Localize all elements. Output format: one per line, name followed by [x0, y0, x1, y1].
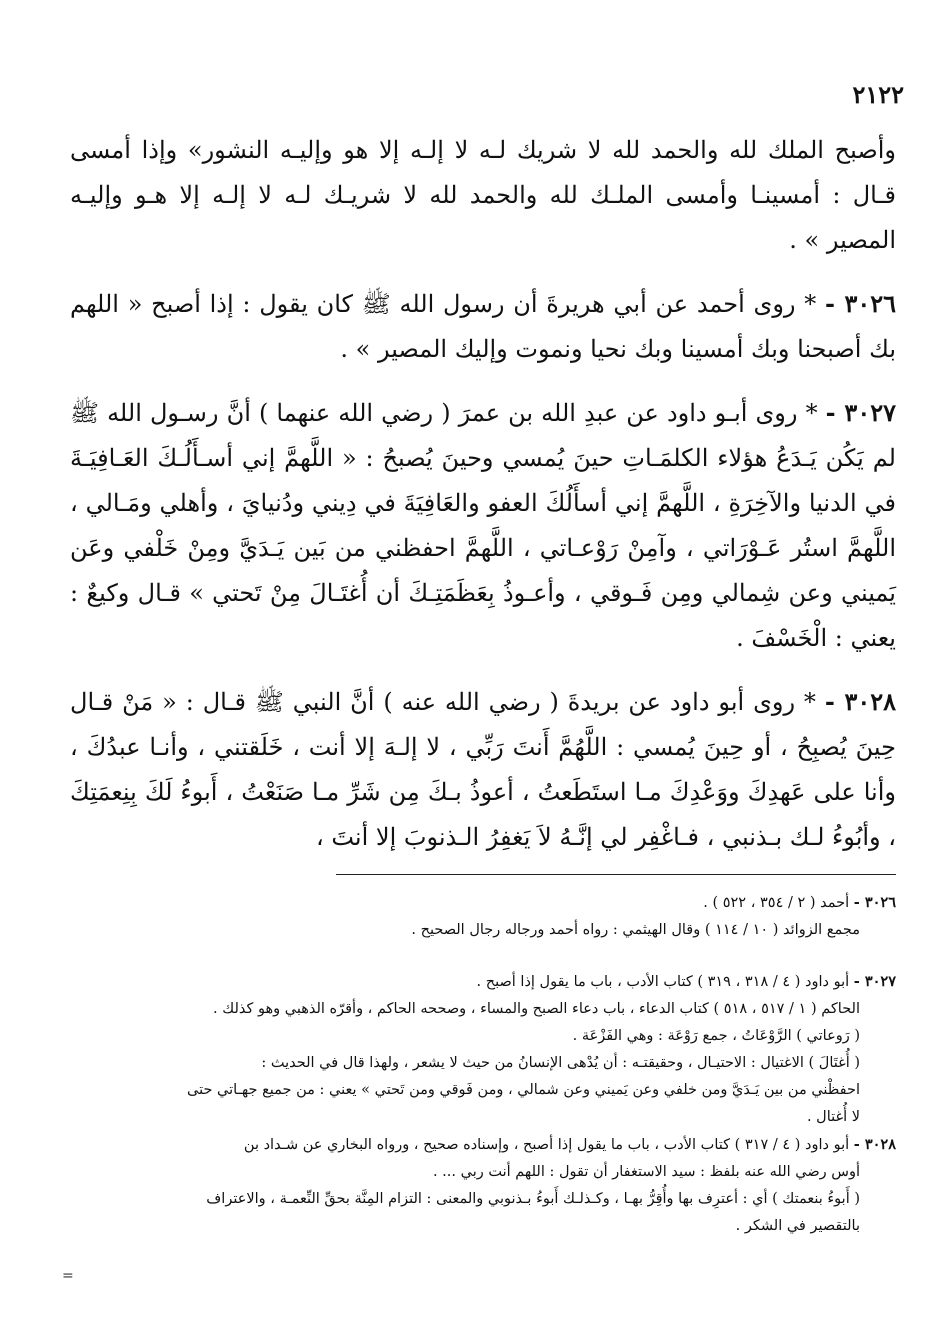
footnote-line — [70, 1131, 896, 1159]
footnote-text: أحمد ( ٢ / ٣٥٤ ، ٥٢٢ ) . — [703, 895, 850, 911]
footnote-line: مجمع الزوائد ( ١٠ / ١١٤ ) وقال الهيثمي : رواه أحمد ورجاله رجال الصحيح . — [411, 922, 860, 938]
footnote-line: لا أُغتال . — [806, 1109, 860, 1125]
spacer — [70, 372, 896, 390]
footnote-line: احفظْني من بين يَـدَيَّ ومن خلفي وعن يَميني وعن شمالي ، ومن فَوقي ومن تَحتي » يعني : من جميع جهـاتي حتى — [187, 1082, 860, 1098]
hadith-number: ٣٠٢٦ - — [825, 289, 896, 318]
footnote-text: أبو داود ( ٤ / ٣١٧ ) كتاب الأدب ، باب ما يقول إذا أصبح ، وإسناده صحيح ، ورواه البخاري عن شـداد بن — [243, 1137, 850, 1153]
footnote-line: أوس رضي الله عنه بلفظ : سيد الاستغفار أن تقول : اللهم أنت ربي ... . — [432, 1164, 860, 1180]
footnote-line: ( رَوعاتي ) الرَّوْعَاتُ ، جمع رَوْعَة : وهي الفَزْعَة . — [572, 1028, 860, 1044]
spacer — [70, 661, 896, 679]
hadith-text: * روى أبـو داود عن عبدِ الله بن عمرَ ( رضي الله عنهما ) أنَّ رسـول الله ﷺ لم يَكُن يَـدَعُ هؤلاء الكلمَـاتِ حينَ يُمسي وحينَ يُصبحُ : « اللَّهمَّ إني أسـأَلُـكَ العَـافِيَـةَ في الدنيا والآخِرَةِ ، اللَّهمَّ إني أسأَلُكَ العفو والعَافِيَةَ في دِيني ودُنيايَ ، وأهلي ومَـالي ، اللَّهمَّ استُر عَـوْرَاتي ، وآمِنْ رَوْعـاتي ، اللَّهمَّ احفظني من بَين يَـدَيَّ ومِنْ خَلْفي وعَن يَميني وعن شِمالي ومِن فَـوقي ، وأعـوذُ بِعَظَمَتِـكَ أن أُغتَـالَ مِنْ تَحتي » قـال وكيعٌ : يعني : الْخَسْفَ . — [70, 399, 896, 652]
footnote-3028 — [70, 1131, 896, 1240]
footnote-line: بالتقصير في الشكر . — [735, 1218, 860, 1234]
spacer — [70, 944, 896, 968]
bottom-margin-mark: = — [62, 1268, 74, 1284]
footnote-line — [70, 889, 896, 917]
footnote-number: ٣٠٢٧ - — [853, 973, 896, 990]
hadith-3026 — [70, 281, 896, 372]
hadith-text: * روى أحمد عن أبي هريرةَ أن رسول الله ﷺ كان يقول : إذا أصبح « اللهم بك أصبحنا وبك أمسينا وبك نحيا ونموت وإليك المصير » . — [70, 290, 896, 363]
page-number: ٢١٢٢ — [852, 80, 904, 109]
book-page — [70, 80, 904, 1240]
hadith-number: ٣٠٢٨ - — [824, 687, 896, 716]
hadith-3027 — [70, 390, 896, 661]
continuation-paragraph: وأصبح الملك لله والحمد لله لا شريك لـه لا إلـه إلا هو وإليـه النشور» وإذا أمسى قـال : أمسينـا وأمسى الملـك لله والحمد لله لا شريـك لـه لا إلـه إلا هـو وإليـه المصير » . — [70, 136, 896, 254]
footnote-line: الحاكم ( ١ / ٥١٧ ، ٥١٨ ) كتاب الدعاء ، باب دعاء الصبح والمساء ، وصححه الحاكم ، وأقرّه الذهبي وهو كذلك . — [213, 1001, 860, 1017]
hadith-text: * روى أبو داود عن بريدةَ ( رضي الله عنه ) أنَّ النبي ﷺ قـال : « مَنْ قـال حِينَ يُصبِحُ ، أو حِينَ يُمسي : اللَّهُمَّ أَنتَ رَبِّي ، لا إلـهَ إلا أنت ، خَلَقتني ، وأنـا عبدُكَ ، وأنا على عَهدِكَ ووَعْدِكَ مـا استَطَعتُ ، أعوذُ بـكَ مِن شَرِّ مـا صَنَعْتُ ، أَبوءُ لَكَ بِنِعمَتِكَ ، وأبُوءُ لـك بـذنبي ، فـاغْفِر لي إنَّـهُ لاَ يَغفِرُ الـذنوبَ إلا أنتَ ، — [70, 688, 896, 851]
footnote-line — [70, 968, 896, 996]
spacer — [70, 263, 896, 281]
footnote-line: ( أَبوءُ بنعمتك ) أي : أعترِف بها وأُقِرُّ بهـا ، وكـذلـك أَبوءُ بـذنوبي والمعنى : التزام المِنَّة بحقِّ النِّعمـة ، والاعتراف — [206, 1191, 860, 1207]
footnote-number: ٣٠٢٦ - — [853, 894, 896, 911]
footnote-number: ٣٠٢٨ - — [853, 1136, 896, 1153]
footnote-3027 — [70, 968, 896, 1131]
footnote-divider — [336, 874, 896, 875]
footnote-3026 — [70, 889, 896, 944]
footnote-text: أبو داود ( ٤ / ٣١٨ ، ٣١٩ ) كتاب الأدب ، باب ما يقول إذا أصبح . — [476, 974, 850, 990]
hadith-3028 — [70, 679, 896, 860]
footnote-line: ( أُغتَالَ ) الاغتيال : الاحتيـال ، وحقيقتـه : أن يُدْهى الإنسانُ من حيث لا يشعر ، ولهذا قال في الحديث : — [261, 1055, 860, 1071]
hadith-number: ٣٠٢٧ - — [825, 398, 896, 427]
